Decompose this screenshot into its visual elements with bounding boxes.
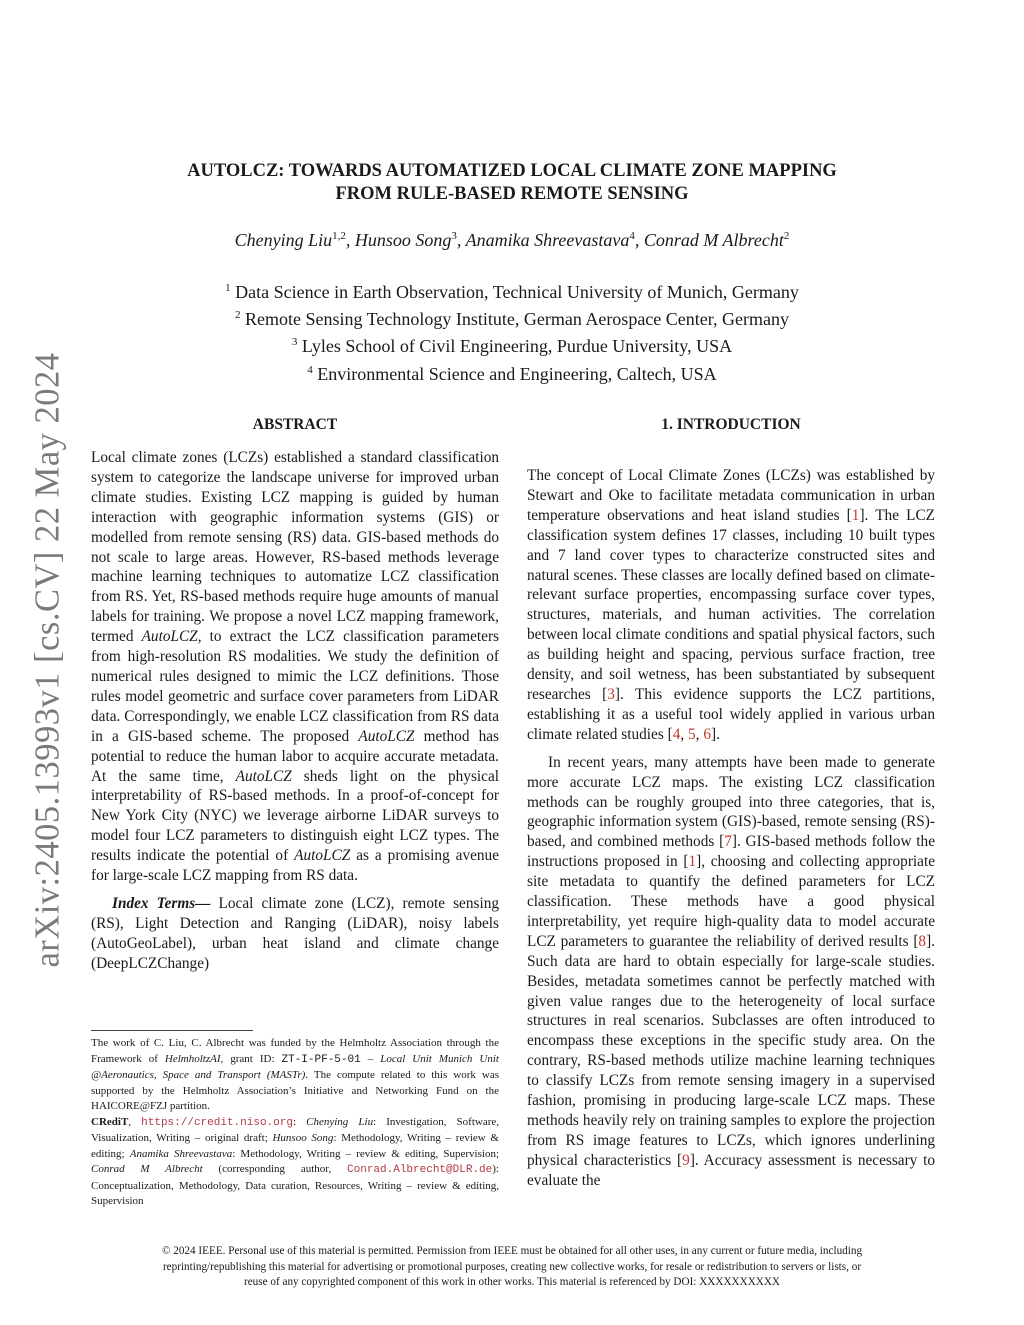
affiliation-text: Data Science in Earth Observation, Technical University of Munich, Germany — [235, 282, 799, 302]
arxiv-identifier: arXiv:2405.13993v1 [cs.CV] 22 May 2024 — [28, 352, 67, 968]
citation-link[interactable]: 6 — [703, 725, 711, 743]
citation-link[interactable]: 3 — [607, 685, 615, 703]
introduction-paragraph-2 — [527, 753, 935, 1191]
intro-text: In recent years, many attempts have been made to generate more accurate LCZ maps. The existing LCZ classification methods can be roughly grouped into three categories, that is, geographic information system (GIS)-based, remote sensing (RS)-based, and combined methods [ — [527, 753, 935, 851]
affiliation-mark: 3 — [291, 336, 298, 349]
footnote-text: (corresponding author, — [202, 1163, 348, 1175]
footnote-text: : Investigation, Software, Visualization, Writing – original draft; — [91, 1115, 500, 1144]
author-name: Conrad M Albrecht — [643, 230, 784, 250]
citation-link[interactable]: 1 — [851, 506, 860, 524]
funding-note — [91, 1036, 499, 1115]
email-link[interactable]: Conrad.Albrecht@DLR.de — [347, 1164, 493, 1176]
footnote-text: : Methodology, Writing – review & editing; — [91, 1132, 499, 1160]
footnote-text: – — [360, 1052, 381, 1065]
author-name: Chenying Liu — [234, 230, 333, 250]
method-name: AutoLCZ — [294, 847, 351, 865]
footnote-divider — [91, 1030, 253, 1031]
citation-link[interactable]: 5 — [688, 725, 696, 743]
citation-link[interactable]: 4 — [672, 725, 681, 743]
intro-text: ]. Accuracy assessment is necessary to evaluate the — [527, 1151, 936, 1189]
abstract-text: Local climate zones (LCZs) established a standard classification system to categorize the landscape universe for improved urban climate studies. Existing LCZ mapping is guided by human interaction with geographic information systems (GIS) or modelled from remote sensing (RS) data. GIS-based methods do not scale to large areas. However, RS-based methods leverage machine learning techniques to automatize LCZ classification from RS. Yet, RS-based methods require huge amounts of manual labels for training. We propose a novel LCZ mapping framework, termed — [91, 449, 499, 646]
copyright-line: reprinting/republishing this material for advertising or promotional purposes, creating new collective works, for resale or redistribution to servers or lists, or — [162, 1260, 862, 1273]
footnote-text: : Methodology, Writing – review & editing, Supervision; — [232, 1147, 500, 1160]
method-name: AutoLCZ — [235, 767, 292, 785]
contributor-name: Conrad M Albrecht — [91, 1163, 203, 1175]
method-name: AutoLCZ — [141, 628, 198, 646]
left-column — [91, 448, 499, 974]
affiliation-mark: 2 — [234, 309, 241, 322]
abstract-text: , to extract the LCZ classification parameters from high-resolution RS modalities. We study the definition of numerical rules designed to mimic the LCZ definitions. Those rules model geometric and surface cover parameters from LiDAR data. Correspondingly, we enable LCZ classification from RS data in a GIS-based scheme. The proposed — [91, 628, 499, 745]
abstract-paragraph — [91, 448, 499, 886]
contributor-name: Chenying Liu — [306, 1115, 374, 1128]
footnote — [91, 1036, 499, 1210]
paper-title — [0, 160, 1024, 206]
author-list: Chenying Liu$^{1,2}$, Hunsoo Song$^3$, Anamika Shreevastava$^4$, Conrad M Albrecht$^2$ — [234, 230, 790, 250]
citation-link[interactable]: 7 — [724, 833, 732, 851]
author-name: Hunsoo Song — [354, 230, 452, 250]
right-column — [527, 466, 935, 1191]
author-affiliation-mark: 2 — [783, 230, 790, 242]
index-terms-label: Index Terms— — [112, 894, 211, 912]
title-line-2: FROM RULE-BASED REMOTE SENSING — [335, 184, 689, 204]
footnote-text: The work of C. Liu, C. Albrecht was funded by the Helmholtz Association through the Framework of — [91, 1037, 499, 1065]
footnote-text: Local Unit Munich Unit @Aeronautics, Space and Transport (MASTr) — [91, 1052, 499, 1081]
intro-text: The concept of Local Climate Zones (LCZs) was established by Stewart and Oke to facilitate metadata communication in urban temperature observations and heat island studies [ — [527, 467, 935, 524]
grant-id: ZT-I-PF-5-01 — [281, 1053, 361, 1066]
intro-text: ]. This evidence supports the LCZ partitions, establishing it as a useful tool widely applied in various urban climate related studies [ — [527, 685, 935, 743]
credit-link[interactable]: https://credit.niso.org — [141, 1116, 293, 1129]
abstract-text: sheds light on the physical interpretability of RS-based methods. In a proof-of-concept for New York City (NYC) we leverage airborne LiDAR surveys to model four LCZ parameters to distinguish eight LCZ types. The results indicate the potential of — [91, 767, 500, 865]
copyright-notice — [80, 1244, 944, 1291]
footnote-text: ): Conceptualization, Methodology, Data curation, Resources, Writing – review & editing, Supervision — [91, 1163, 499, 1207]
intro-text: , — [695, 725, 704, 743]
intro-text: ]. — [710, 725, 720, 743]
introduction-paragraph-1 — [527, 466, 935, 745]
author-name: Anamika Shreevastava — [465, 230, 630, 250]
footnote-text: , — [128, 1115, 142, 1128]
citation-link[interactable]: 9 — [682, 1151, 690, 1169]
index-terms — [91, 894, 499, 974]
footnote-text: . The compute related to this work was supported by the Helmholtz Association’s Initiative and Networking Fund on the HAICORE@FZJ partition. — [91, 1069, 499, 1112]
arxiv-sidebar — [28, 345, 68, 975]
abstract-text: method has potential to reduce the human labor to acquire accurate metadata. At the same time, — [91, 727, 499, 785]
abstract-heading: ABSTRACT — [252, 416, 338, 433]
intro-text: ]. Such data are hard to obtain especially for large-scale studies. Besides, metadata sometimes cannot be perfectly matched with given value ranges due to the heterogeneity of local surface structures in real scenarios. Subclasses are often introduced to encompass these exceptions in the specific study area. On the contrary, RS-based methods utilize machine learning techniques to classify LCZs from remote sensing imagery in a supervised fashion, promising in producing large-scale LCZ maps. These methods heavily rely on training samples to explore the projection from RS image features to LCZs, which ignores underlining physical characteristics [ — [527, 932, 935, 1169]
title-line-1: AUTOLCZ: TOWARDS AUTOMATIZED LOCAL CLIMATE ZONE MAPPING — [187, 161, 837, 181]
affiliation-list — [0, 277, 1024, 386]
citation-link[interactable]: 8 — [918, 932, 927, 950]
footnote-text: , grant ID: — [220, 1052, 282, 1065]
affiliation-line — [0, 331, 1024, 358]
affiliation-text: Remote Sensing Technology Institute, German Aerospace Center, Germany — [244, 309, 790, 330]
author-affiliation-mark: 4 — [629, 230, 635, 242]
affiliation-mark: 4 — [307, 363, 313, 376]
affiliation-line — [0, 304, 1024, 331]
index-terms-text: Local climate zone (LCZ), remote sensing (RS), Light Detection and Ranging (LiDAR), noisy labels (AutoGeoLabel), urban heat island and climate change (DeepLCZChange) — [91, 894, 499, 972]
copyright-line: reuse of any copyrighted component of this work in other works. This material is referenced by DOI: XXXXXXXXXX — [243, 1276, 781, 1288]
credit-note: CRediT, https://credit.niso.org: Chenying Liu: Investigation, Software, Visualization, Writing – original draft; Hunsoo Song: Methodology, Writing – review & editing; Anamika Shreevastava: Methodology, Writing – review & editing, Supervision; Conrad M Albrecht (corresponding author, Conrad.Albrecht@DLR.de): Conceptualization, Methodology, Data curation, Resources, Writing – review & editing, Supervision — [91, 1115, 500, 1207]
credit-label: CRediT — [91, 1115, 129, 1128]
method-name: AutoLCZ — [358, 727, 415, 745]
affiliation-text: Lyles School of Civil Engineering, Purdue University, USA — [301, 336, 733, 357]
author-affiliation-mark: 1,2 — [332, 230, 346, 242]
affiliation-text: Environmental Science and Engineering, Caltech, USA — [317, 363, 717, 384]
affiliation-mark: 1 — [225, 282, 231, 294]
abstract-text: as a promising avenue for large-scale LCZ mapping from RS data. — [91, 847, 499, 885]
intro-text: ]. The LCZ classification system defines 17 classes, including 10 built types and 7 land cover types to characterize constructed sites and natural scenes. These classes are locally defined based on climate-relevant surface properties, encompassing surface cover types, structures, materials, and human activities. The correlation between local climate conditions and spatial physical factors, such as building height and spacing, pervious surface fraction, tree density, and soil wetness, has been substantiated by subsequent researches [ — [527, 506, 935, 703]
intro-text: ], choosing and collecting appropriate site metadata to quantify the defined parameters for LCZ classification. These methods have a good physical interpretability, yet require high-quality data to model accurate LCZ parameters to guarantee the reliability of derived results [ — [527, 853, 935, 950]
affiliation-line — [0, 277, 1024, 304]
contributor-name: Anamika Shreevastava — [129, 1147, 233, 1160]
introduction-heading: 1. INTRODUCTION — [661, 416, 801, 433]
author-affiliation-mark: 3 — [451, 230, 457, 242]
intro-text: ]. GIS-based methods follow the instructions proposed in [ — [527, 833, 935, 871]
contributor-name: Hunsoo Song — [272, 1132, 334, 1144]
footnote-text: HelmholtzAI — [164, 1052, 221, 1065]
citation-link[interactable]: 1 — [688, 853, 697, 871]
intro-text: , — [680, 725, 688, 743]
affiliation-line — [0, 359, 1024, 386]
copyright-line: © 2024 IEEE. Personal use of this material is permitted. Permission from IEEE must be obtained for all other uses, in any current or future media, including — [161, 1245, 863, 1257]
